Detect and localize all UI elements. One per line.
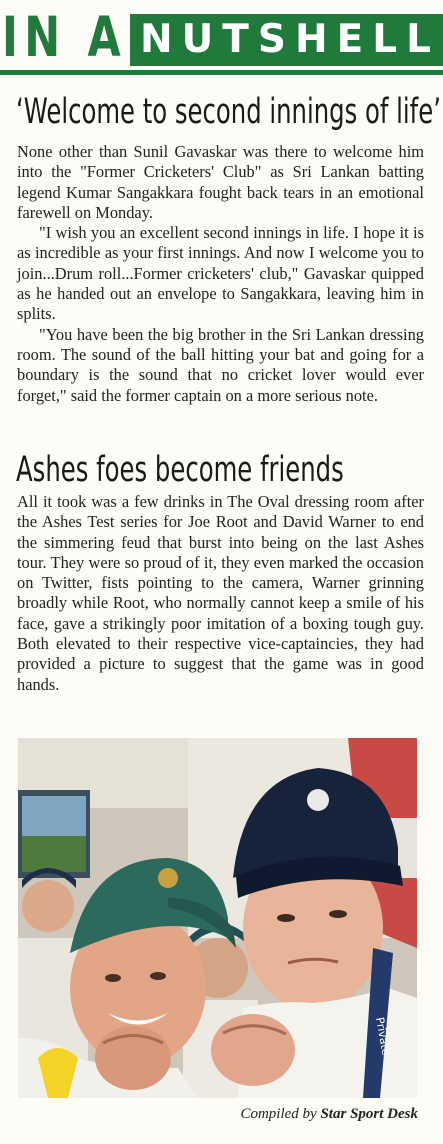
lanyard-text: Private: [373, 1016, 393, 1057]
selfie-photo: [18, 738, 417, 1098]
selfie-photo-illustration: [18, 738, 417, 1098]
story1-body: [17, 142, 424, 406]
story1-headline: ‘Welcome to second innings of life’: [16, 92, 441, 132]
story1-paragraph: None other than Sunil Gavaskar was there to welcome him into the "Former Cricketers' Club" as Sri Lankan batting legend Kumar Sangakkara fought back tears in an emotional farewell on Monday.: [17, 142, 424, 222]
header-title: NUTSHELL: [140, 17, 440, 62]
header-title-box: [130, 14, 443, 66]
section-header: [0, 0, 443, 78]
header-prefix: IN A: [2, 5, 127, 69]
story2-paragraph: All it took was a few drinks in The Oval dressing room after the Ashes Test series for Joe Root and David Warner to end the simmering feud that burst into being on the last Ashes tour. They were so proud of it, they even marked the occasion on Twitter, fists pointing to the camera, Warner grinning broadly while Root, who normally cannot keep a smile of his face, gave a strikingly poor imitation of a boxing tough guy. Both elevated to their respective vice-captaincies, they had provided a picture to suggest that the game was in good hands.: [17, 492, 424, 694]
credit-prefix: Compiled by: [240, 1106, 321, 1122]
story1-paragraph: "You have been the big brother in the Sri Lankan dressing room. The sound of the ball hitting your bat and going for a boundary is the sound that no cricket lover would ever forget," said the former captain on a more serious note.: [17, 324, 424, 405]
story2-body: [17, 492, 424, 695]
header-rule: [0, 70, 443, 75]
credit-desk: Star Sport Desk: [320, 1106, 418, 1122]
credit-line: [240, 1106, 418, 1123]
story2-headline: Ashes foes become friends: [16, 450, 344, 490]
story1-paragraph: "I wish you an excellent second innings in life. I hope it is as incredible as your first innings. And now I welcome you to join...Drum roll...Former cricketers' club," Gavaskar quipped as he handed out an envelope to Sangakkara, leaving him in splits.: [17, 223, 424, 324]
